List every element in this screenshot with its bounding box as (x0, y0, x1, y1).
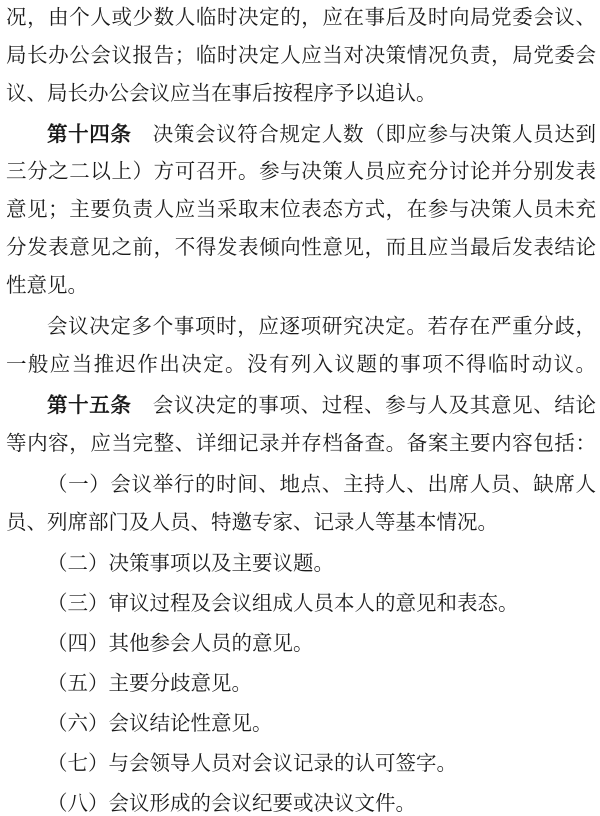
text-line (6, 550, 596, 576)
line-text: （七）与会领导人员对会议记录的认可签字。 (47, 751, 457, 775)
text-line (6, 590, 596, 616)
line-text: 会议决定多个事项时，应逐项研究决定。若存在严重分歧， (47, 314, 596, 338)
text-line (6, 351, 596, 377)
line-text: 一般应当推迟作出决定。没有列入议题的事项不得临时动议。 (6, 352, 596, 376)
line-text: 议、局长办公会议应当在事后按程序予以追认。 (6, 81, 437, 105)
article-number: 第十四条 (47, 122, 132, 146)
line-text: 性意见。 (6, 273, 88, 297)
line-text: 分发表意见之前，不得发表倾向性意见，而且应当最后发表结论 (6, 235, 596, 259)
text-line (6, 430, 596, 456)
line-text: （二）决策事项以及主要议题。 (47, 551, 334, 575)
text-line (6, 313, 596, 339)
line-text: 员、列席部门及人员、特邀专家、记录人等基本情况。 (6, 510, 498, 534)
text-line (6, 790, 596, 816)
article-number: 第十五条 (47, 393, 132, 417)
text-line (6, 42, 596, 68)
text-line (6, 158, 596, 184)
text-line (6, 196, 596, 222)
line-text: （五）主要分歧意见。 (47, 671, 252, 695)
text-line (6, 272, 596, 298)
line-text: 意见；主要负责人应当采取末位表态方式，在参与决策人员未充 (6, 197, 596, 221)
line-text: 会议决定的事项、过程、参与人及其意见、结论 (131, 393, 596, 417)
text-line (6, 630, 596, 656)
text-line (6, 710, 596, 736)
line-text: （四）其他参会人员的意见。 (47, 631, 314, 655)
line-text: （八）会议形成的会议纪要或决议文件。 (47, 791, 416, 815)
line-text: 等内容，应当完整、详细记录并存档备查。备案主要内容包括： (6, 431, 596, 455)
line-text: 三分之二以上）方可召开。参与决策人员应充分讨论并分别发表 (6, 159, 596, 183)
text-line (6, 509, 596, 535)
text-line (6, 80, 596, 106)
text-line (6, 121, 596, 147)
text-line (6, 670, 596, 696)
line-text: （一）会议举行的时间、地点、主持人、出席人员、缺席人 (47, 472, 596, 496)
line-text: 况，由个人或少数人临时决定的，应在事后及时向局党委会议、 (6, 5, 596, 29)
line-text: 决策会议符合规定人数（即应参与决策人员达到 (131, 122, 596, 146)
text-line (6, 392, 596, 418)
text-line (6, 471, 596, 497)
text-line (6, 750, 596, 776)
text-line (6, 4, 596, 30)
line-text: 局长办公会议报告；临时决定人应当对决策情况负责，局党委会 (6, 43, 596, 67)
line-text: （六）会议结论性意见。 (47, 711, 273, 735)
text-line (6, 234, 596, 260)
line-text: （三）审议过程及会议组成人员本人的意见和表态。 (47, 591, 519, 615)
